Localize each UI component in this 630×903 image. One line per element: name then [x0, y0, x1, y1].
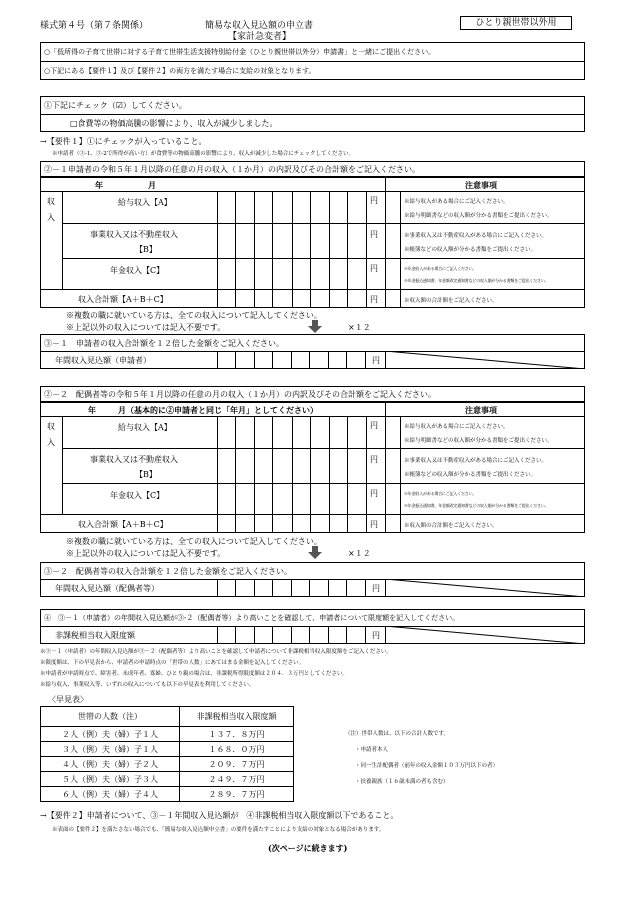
pension-income-label: 年金収入【C】 — [110, 266, 165, 275]
limit-heading: ④ ③－１（申請者）の年間収入見込額が③-２（配偶者等）より高いことを確認して、申請者について限度額を記入してください。 — [44, 614, 460, 622]
table-row: ３人（例）夫（婦）子１人 １６８．０万円 — [41, 742, 294, 757]
table-row: ５人（例）夫（婦）子３人 ２４９．７万円 — [41, 772, 294, 787]
business-income-label: 事業収入又は不動産収入 — [90, 230, 178, 239]
intro-line-2: ○下記にある【要件１】及び【要件２】の両方を満たす場合に支給の対象となります。 — [44, 67, 316, 75]
applicant-annual-label: 年間収入見込額（申請者） — [55, 356, 151, 365]
quick-reference-table: 世帯の人数（注） 非課税相当収入限度額 ２人（例）夫（婦）子１人 １３７．８万円 ３人（例）夫（婦）子１人 １６８．０万円 ４人（例）夫（婦）子２人 ２０９．７万円 ５人（例）夫（婦）子３人 ２４９．７万円 ６人（例）夫（婦）子４人 ２８９．７万円 — [40, 706, 294, 802]
salary-income-label: 給与収入【A】 — [118, 198, 172, 207]
form-number: 様式第４号（第７条関係） — [40, 21, 149, 31]
notes-header: 注意事項 — [465, 180, 497, 190]
spouse-annual-label: 年間収入見込額（配偶者等） — [55, 584, 159, 593]
continue-notice: (次ページに続きます) — [268, 843, 348, 853]
down-arrow-icon — [308, 546, 322, 559]
document-title: 簡易な収入見込額の申立書 — [205, 21, 314, 31]
check-heading: ①下記にチェック（☑）してください。 — [44, 101, 187, 110]
table-row: ２人（例）夫（婦）子１人 １３７．８万円 — [41, 727, 294, 742]
document-subtitle: 【家計急変者】 — [228, 32, 292, 42]
total-income-label: 収入合計額【A＋B＋C】 — [78, 295, 168, 304]
limit-label: 非課税相当収入限度額 — [55, 631, 135, 640]
price-increase-checkbox[interactable]: □食費等の物価高騰の影響により、収入が減少しました。 — [70, 119, 278, 128]
category-box: ひとり親世帯以外用 — [460, 16, 572, 30]
household-note-heading: （注）世帯人数は、以下の合計人数です。 — [345, 731, 450, 737]
footer-note: ※表面の【要件２】を満たさない場合でも、「簡易な収入見込額申立書」の要件を満たすことにより支給の対象となる場合があります。 — [52, 827, 385, 833]
down-arrow-icon — [308, 320, 322, 333]
table-row: ４人（例）夫（婦）子２人 ２０９．７万円 — [41, 757, 294, 772]
intro-line-1: ○「低所得の子育て世帯に対する子育て世帯生活支援特別給付金（ひとり親世帯以外分）申請書」と一緒にご提出ください。 — [44, 48, 436, 56]
requirement-1: →【要件１】①にチェックが入っていること。 — [40, 137, 207, 146]
check-note: ※申請者（③-1、③-2で所得が高い方）が食費等の物価高騰の影響により、収入が減少した場合にチェックしてください。 — [52, 151, 355, 157]
quick-table-caption: 〈早見表〉 — [48, 695, 88, 704]
requirement-2: →【要件２】申請者について、③－１年間収入見込額が ④非課税相当収入限度額以下であること。 — [40, 811, 399, 820]
applicant-annual-heading: ③－１ 申請者の収入合計額を１２倍した金額をご記入ください。 — [44, 339, 284, 348]
spouse-income-heading: ②－２ 配偶者等の令和５年１月以降の任意の月の収入（１か月）の内訳及びその合計額をご記入ください。 — [44, 390, 436, 399]
spouse-annual-heading: ③－２ 配偶者等の収入合計額を１２倍した金額をご記入ください。 — [44, 567, 292, 576]
applicant-income-heading: ②－１申請者の令和５年１月以降の任意の月の収入（１か月）の内訳及びその合計額をご記入ください。 — [44, 165, 420, 174]
table-row: ６人（例）夫（婦）子４人 ２８９．７万円 — [41, 787, 294, 802]
